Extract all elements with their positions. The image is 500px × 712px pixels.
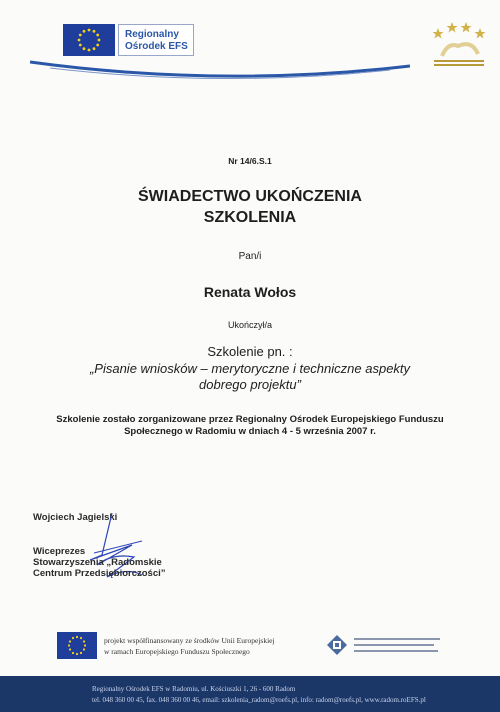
signatory-role-line2: Stowarzyszenia „Radomskie <box>33 557 162 568</box>
signatory-role-line3: Centrum Przedsiębiorczości” <box>33 568 166 579</box>
training-label: Szkolenie pn. : <box>207 344 293 359</box>
eu-flag-icon <box>63 24 115 56</box>
regional-efs-logo <box>118 24 194 56</box>
organizer-line2: Społecznego w Radomiu w dniach 4 - 5 września 2007 r. <box>124 426 376 437</box>
partner-logo <box>428 20 490 74</box>
agency-name-text <box>354 636 442 656</box>
footer-address-line1: Regionalny Ośrodek EFS w Radomiu, ul. Kościuszki 1, 26 - 600 Radom <box>92 685 296 693</box>
salutation: Pan/i <box>238 251 262 262</box>
training-name-line1: „Pisanie wniosków – merytoryczne i techniczne aspekty <box>89 361 411 376</box>
training-name-line2: dobrego projektu” <box>199 377 301 392</box>
polish-agency-logo <box>326 634 348 656</box>
organizer-line1: Szkolenie zostało zorganizowane przez Regionalny Ośrodek Europejskiego Funduszu <box>56 414 444 425</box>
signatory-role-line1: Wiceprezes <box>33 546 86 557</box>
footer-address-line2: tel. 048 360 00 45, fax. 048 360 00 46, email: szkolenia_radom@roefs.pl, info: radom@roefs.pl, www.radom.roEFS.pl <box>92 696 426 704</box>
eu-flag-footer-icon <box>57 632 97 659</box>
footer-address-band <box>0 676 500 712</box>
certificate-title-line2: SZKOLENIA <box>203 209 297 226</box>
certificate-title-line1: ŚWIADECTWO UKOŃCZENIA <box>138 188 362 205</box>
efs-logo-line2: Ośrodek EFS <box>125 41 188 52</box>
efs-logo-line1: Regionalny <box>125 29 179 40</box>
footer-project-line1: projekt współfinansowany ze środków Unii Europejskiej <box>104 636 275 645</box>
recipient-name: Renata Wołos <box>203 284 297 300</box>
header-swoosh <box>30 58 410 84</box>
footer-project-line2: w ramach Europejskiego Funduszu Społecznego <box>104 647 250 656</box>
certificate-number: Nr 14/6.S.1 <box>228 156 272 166</box>
completed-label: Ukończył/a <box>227 320 272 330</box>
signatory-name: Wojciech Jagielski <box>33 512 118 523</box>
